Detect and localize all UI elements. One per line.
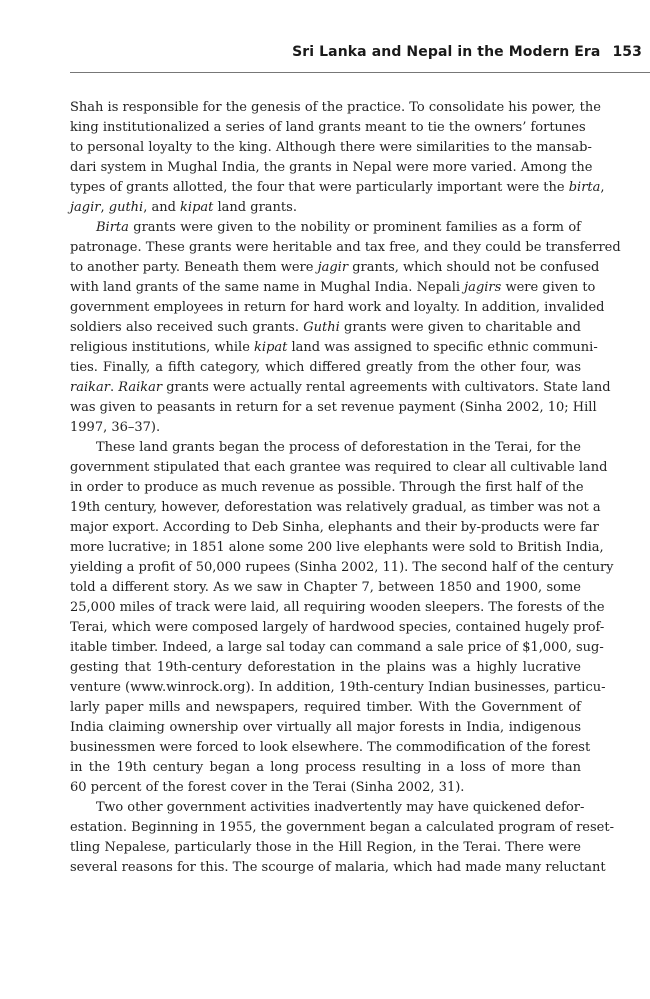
text-line: larly paper mills and newspapers, required timber. With the Government of bbox=[70, 700, 581, 715]
text-line: 1997, 36–37). bbox=[70, 420, 161, 435]
text-line: 25,000 miles of track were laid, all requiring wooden sleepers. The forests of the bbox=[70, 600, 605, 615]
text-line: itable timber. Indeed, a large sal today can command a sale price of $1,000, sug- bbox=[70, 640, 604, 655]
paragraph bbox=[70, 798, 614, 878]
text-line: government employees in return for hard work and loyalty. In addition, invalided bbox=[70, 300, 605, 315]
running-title: Sri Lanka and Nepal in the Modern Era bbox=[292, 44, 601, 60]
text-line: Shah is responsible for the genesis of the practice. To consolidate his power, the bbox=[70, 100, 601, 115]
text-line: told a different story. As we saw in Chapter 7, between 1850 and 1900, some bbox=[70, 580, 581, 595]
text-line: king institutionalized a series of land grants meant to tie the owners’ fortunes bbox=[70, 120, 586, 135]
text-line: 60 percent of the forest cover in the Terai (Sinha 2002, 31). bbox=[70, 780, 465, 795]
text-line: with land grants of the same name in Mughal India. Nepali jagirs were given to bbox=[70, 280, 596, 295]
text-line: in the 19th century began a long process resulting in a loss of more than bbox=[70, 760, 581, 775]
text-line: venture (www.winrock.org). In addition, 19th-century Indian businesses, particu- bbox=[70, 680, 606, 695]
paragraph bbox=[70, 438, 614, 798]
text-line: soldiers also received such grants. Guthi grants were given to charitable and bbox=[70, 320, 581, 335]
text-line: India claiming ownership over virtually all major forests in India, indigenous bbox=[70, 720, 581, 735]
paragraph bbox=[70, 98, 605, 218]
text-line: more lucrative; in 1851 alone some 200 live elephants were sold to British India, bbox=[70, 540, 604, 555]
text-line: major export. According to Deb Sinha, elephants and their by-products were far bbox=[70, 520, 599, 535]
text-line: 19th century, however, deforestation was relatively gradual, as timber was not a bbox=[70, 500, 601, 515]
text-line: in order to produce as much revenue as possible. Through the first half of the bbox=[70, 480, 584, 495]
text-line: government stipulated that each grantee was required to clear all cultivable land bbox=[70, 460, 608, 475]
page-number: 153 bbox=[612, 44, 642, 60]
text-line: Two other government activities inadvertently may have quickened defor- bbox=[96, 800, 585, 815]
text-line: ties. Finally, a fifth category, which differed greatly from the other four, was bbox=[70, 360, 581, 375]
text-line: jagir, guthi, and kipat land grants. bbox=[70, 200, 297, 215]
paragraph bbox=[70, 218, 621, 438]
text-line: These land grants began the process of deforestation in the Terai, for the bbox=[96, 440, 581, 455]
text-line: to personal loyalty to the king. Although there were similarities to the mansab- bbox=[70, 140, 592, 155]
text-line: Terai, which were composed largely of hardwood species, contained hugely prof- bbox=[70, 620, 605, 635]
body-text bbox=[70, 98, 621, 878]
text-line: was given to peasants in return for a set revenue payment (Sinha 2002, 10; Hill bbox=[70, 400, 597, 415]
text-line: dari system in Mughal India, the grants in Nepal were more varied. Among the bbox=[70, 160, 593, 175]
text-line: businessmen were forced to look elsewhere. The commodification of the forest bbox=[70, 740, 591, 755]
text-line: yielding a profit of 50,000 rupees (Sinha 2002, 11). The second half of the century bbox=[70, 560, 614, 575]
text-line: patronage. These grants were heritable and tax free, and they could be transferred bbox=[70, 240, 621, 255]
text-line: several reasons for this. The scourge of malaria, which had made many reluctant bbox=[70, 860, 606, 875]
running-head bbox=[70, 44, 642, 60]
header-rule bbox=[70, 72, 650, 73]
text-line: estation. Beginning in 1955, the government began a calculated program of reset- bbox=[70, 820, 614, 835]
text-line: religious institutions, while kipat land was assigned to specific ethnic communi- bbox=[70, 340, 598, 355]
text-line: to another party. Beneath them were jagir grants, which should not be confused bbox=[70, 260, 600, 275]
text-line: types of grants allotted, the four that were particularly important were the birta, bbox=[70, 180, 605, 195]
text-line: tling Nepalese, particularly those in the Hill Region, in the Terai. There were bbox=[70, 840, 581, 855]
text-line: raikar. Raikar grants were actually rental agreements with cultivators. State land bbox=[70, 380, 611, 395]
text-line: Birta grants were given to the nobility or prominent families as a form of bbox=[96, 220, 581, 235]
text-line: gesting that 19th-century deforestation in the plains was a highly lucrative bbox=[70, 660, 581, 675]
